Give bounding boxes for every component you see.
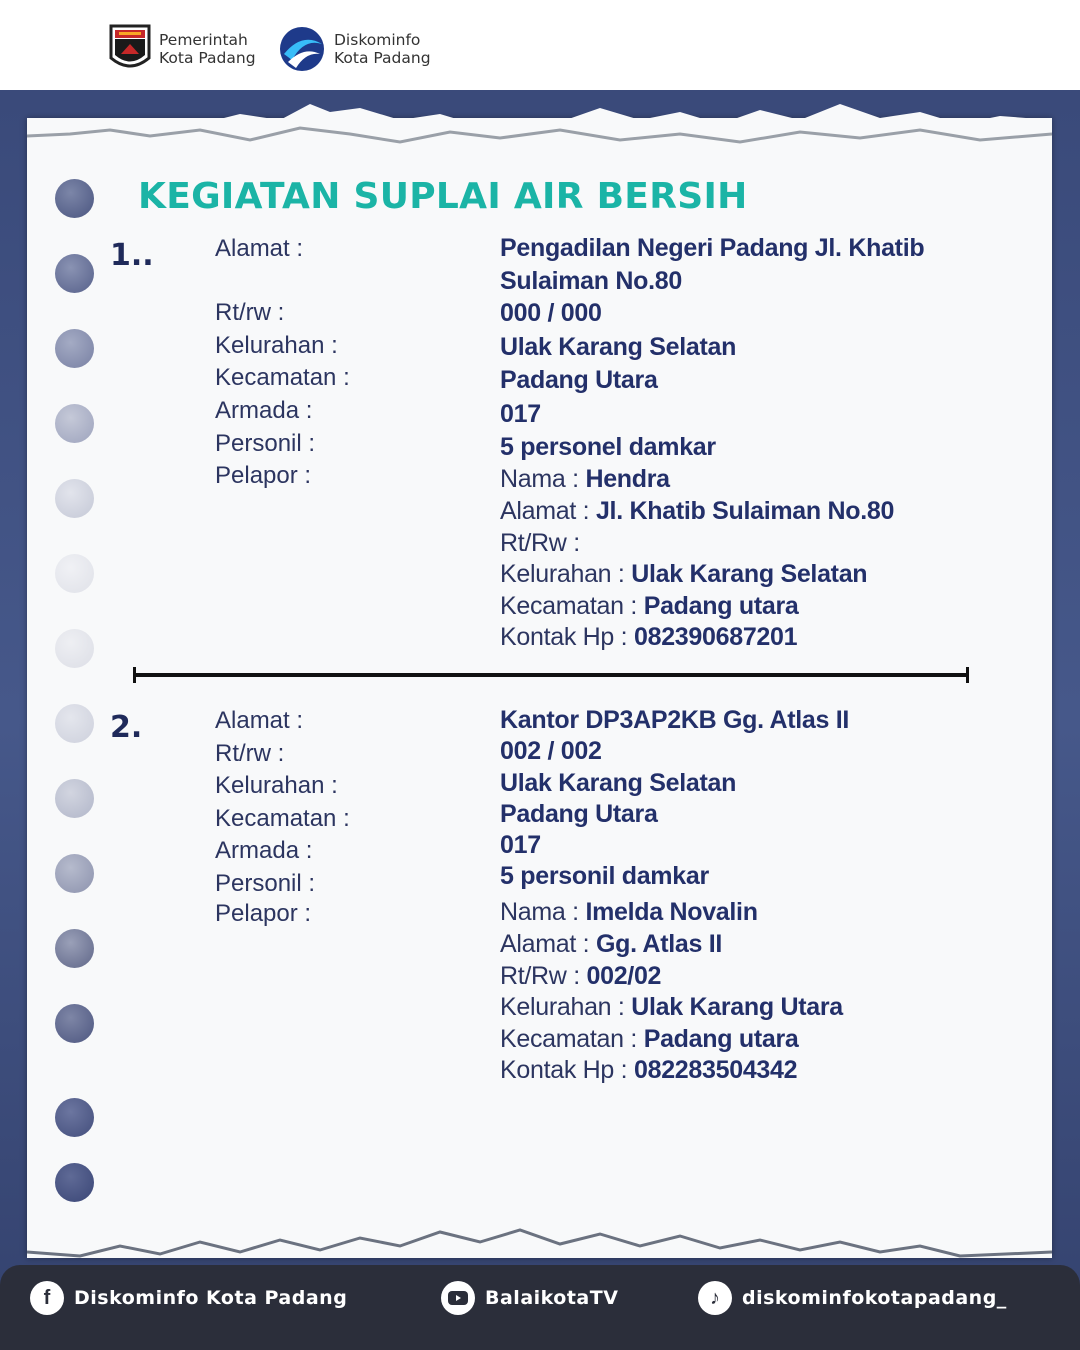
value-alamat: Kantor DP3AP2KB Gg. Atlas II bbox=[500, 706, 850, 734]
value-kecamatan: Padang Utara bbox=[500, 800, 658, 828]
social-facebook[interactable] bbox=[30, 1281, 347, 1315]
reporter-kontak-value: 082390687201 bbox=[633, 623, 798, 651]
entry-number: 2. bbox=[110, 710, 143, 745]
value-personil: 5 personil damkar bbox=[500, 862, 709, 890]
pemko-padang-logo-icon bbox=[109, 24, 151, 74]
binder-hole bbox=[55, 929, 94, 968]
logo-b-line2: Kota Padang bbox=[334, 49, 431, 67]
entry-number: 1.. bbox=[110, 238, 154, 273]
label-pelapor: Pelapor : bbox=[215, 900, 312, 927]
reporter-kelurahan-value: Ulak Karang Selatan bbox=[631, 560, 868, 588]
torn-edge-bottom bbox=[0, 1212, 1080, 1268]
reporter-kontak bbox=[500, 623, 797, 652]
binder-hole bbox=[55, 554, 94, 593]
reporter-alamat-value: Gg. Atlas II bbox=[595, 930, 723, 958]
logo-a-line2: Kota Padang bbox=[159, 49, 256, 67]
pemko-logo-group bbox=[109, 24, 256, 74]
binder-hole bbox=[55, 704, 94, 743]
reporter-kecamatan-label: Kecamatan : bbox=[500, 1025, 644, 1053]
label-pelapor: Pelapor : bbox=[215, 462, 312, 489]
social-tiktok[interactable] bbox=[698, 1281, 1007, 1315]
tiktok-icon: ♪ bbox=[698, 1281, 732, 1315]
label-rtrw: Rt/rw : bbox=[215, 740, 285, 767]
binder-hole bbox=[55, 779, 94, 818]
value-kelurahan: Ulak Karang Selatan bbox=[500, 333, 737, 361]
label-alamat: Alamat : bbox=[215, 707, 304, 734]
youtube-handle: BalaikotaTV bbox=[485, 1287, 619, 1309]
reporter-alamat-value: Jl. Khatib Sulaiman No.80 bbox=[595, 497, 895, 525]
label-kelurahan: Kelurahan : bbox=[215, 772, 338, 799]
reporter-kelurahan-value: Ulak Karang Utara bbox=[631, 993, 843, 1021]
reporter-nama-label: Nama : bbox=[500, 465, 586, 493]
reporter-kelurahan bbox=[500, 993, 843, 1022]
diskominfo-logo-group bbox=[278, 24, 431, 74]
value-kelurahan: Ulak Karang Selatan bbox=[500, 769, 737, 797]
reporter-kelurahan-label: Kelurahan : bbox=[500, 993, 632, 1021]
youtube-icon bbox=[441, 1281, 475, 1315]
label-kecamatan: Kecamatan : bbox=[215, 805, 350, 832]
tiktok-handle: diskominfokotapadang_ bbox=[742, 1287, 1007, 1309]
reporter-nama-label: Nama : bbox=[500, 898, 586, 926]
value-alamat: Pengadilan Negeri Padang Jl. Khatib Sulaiman No.80 bbox=[500, 234, 925, 295]
reporter-kontak-label: Kontak Hp : bbox=[500, 623, 634, 651]
social-youtube[interactable] bbox=[441, 1281, 618, 1315]
value-armada: 017 bbox=[500, 400, 541, 428]
binder-hole bbox=[55, 329, 94, 368]
reporter-rtrw bbox=[500, 962, 661, 991]
label-armada: Armada : bbox=[215, 397, 313, 424]
facebook-icon: f bbox=[30, 1281, 64, 1315]
section-divider bbox=[133, 673, 969, 677]
binder-hole bbox=[55, 629, 94, 668]
reporter-kontak-value: 082283504342 bbox=[633, 1056, 798, 1084]
reporter-nama-value: Hendra bbox=[585, 465, 670, 493]
value-armada: 017 bbox=[500, 831, 541, 859]
reporter-rtrw-value: 002/02 bbox=[586, 962, 662, 990]
label-personil: Personil : bbox=[215, 870, 316, 897]
reporter-kelurahan bbox=[500, 560, 867, 589]
facebook-handle: Diskominfo Kota Padang bbox=[74, 1287, 348, 1309]
label-alamat: Alamat : bbox=[215, 235, 304, 262]
reporter-alamat bbox=[500, 497, 894, 526]
reporter-kecamatan-value: Padang utara bbox=[643, 1025, 799, 1053]
reporter-alamat bbox=[500, 930, 722, 959]
binder-hole bbox=[55, 479, 94, 518]
value-personil: 5 personel damkar bbox=[500, 433, 716, 461]
value-rtrw: 000 / 000 bbox=[500, 299, 602, 327]
label-armada: Armada : bbox=[215, 837, 313, 864]
logo-b-line1: Diskominfo bbox=[334, 31, 421, 49]
reporter-kontak bbox=[500, 1056, 797, 1085]
reporter-kecamatan bbox=[500, 592, 798, 621]
label-kelurahan: Kelurahan : bbox=[215, 332, 338, 359]
reporter-rtrw-label: Rt/Rw : bbox=[500, 962, 587, 990]
logo-a-line1: Pemerintah bbox=[159, 31, 248, 49]
value-rtrw: 002 / 002 bbox=[500, 737, 602, 765]
reporter-rtrw bbox=[500, 529, 580, 558]
header bbox=[0, 0, 1080, 90]
reporter-rtrw-label: Rt/Rw : bbox=[500, 529, 580, 557]
binder-hole bbox=[55, 179, 94, 218]
reporter-alamat-label: Alamat : bbox=[500, 930, 596, 958]
binder-hole bbox=[55, 854, 94, 893]
binder-hole bbox=[55, 404, 94, 443]
binder-hole bbox=[55, 1098, 94, 1137]
binder-hole bbox=[55, 1163, 94, 1202]
diskominfo-logo-icon bbox=[278, 24, 326, 74]
label-personil: Personil : bbox=[215, 430, 316, 457]
reporter-nama bbox=[500, 465, 670, 494]
reporter-kecamatan-label: Kecamatan : bbox=[500, 592, 644, 620]
label-rtrw: Rt/rw : bbox=[215, 299, 285, 326]
label-kecamatan: Kecamatan : bbox=[215, 364, 350, 391]
value-kecamatan: Padang Utara bbox=[500, 366, 658, 394]
binder-hole bbox=[55, 254, 94, 293]
binder-hole bbox=[55, 1004, 94, 1043]
reporter-kelurahan-label: Kelurahan : bbox=[500, 560, 632, 588]
page-title: KEGIATAN SUPLAI AIR BERSIH bbox=[138, 176, 748, 217]
reporter-kontak-label: Kontak Hp : bbox=[500, 1056, 634, 1084]
torn-edge-top bbox=[0, 90, 1080, 160]
reporter-kecamatan bbox=[500, 1025, 798, 1054]
reporter-alamat-label: Alamat : bbox=[500, 497, 596, 525]
reporter-kecamatan-value: Padang utara bbox=[643, 592, 799, 620]
reporter-nama bbox=[500, 898, 758, 927]
reporter-nama-value: Imelda Novalin bbox=[585, 898, 758, 926]
